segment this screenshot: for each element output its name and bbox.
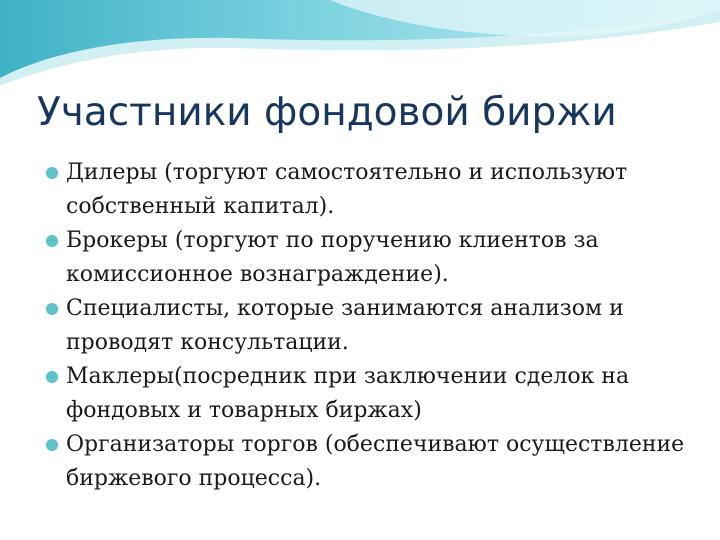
bullet-dot-icon xyxy=(46,303,58,315)
bullet-text: Маклеры(посредник при заключении сделок на фондовых и товарных биржах) xyxy=(66,364,630,423)
bullet-item-intermediaries xyxy=(46,360,706,428)
bullet-dot-icon xyxy=(46,235,58,247)
bullet-text: Организаторы торгов (обеспечивают осуществление биржевого процесса). xyxy=(66,432,685,491)
bullet-dot-icon xyxy=(46,167,58,179)
bullet-list xyxy=(46,156,706,496)
slide-title: Участники фондовой биржи xyxy=(37,90,617,135)
bullet-item-specialists xyxy=(46,292,706,360)
bullet-item-organizers xyxy=(46,428,706,496)
bullet-text: Дилеры (торгуют самостоятельно и используют собственный капитал). xyxy=(66,160,628,219)
bullet-item-dealers xyxy=(46,156,706,224)
bullet-item-brokers xyxy=(46,224,706,292)
bullet-dot-icon xyxy=(46,371,58,383)
bullet-dot-icon xyxy=(46,439,58,451)
bullet-text: Специалисты, которые занимаются анализом и проводят консультации. xyxy=(66,296,624,355)
bullet-text: Брокеры (торгуют по поручению клиентов за комиссионное вознаграждение). xyxy=(66,228,599,287)
header-wave-decoration xyxy=(0,0,720,90)
